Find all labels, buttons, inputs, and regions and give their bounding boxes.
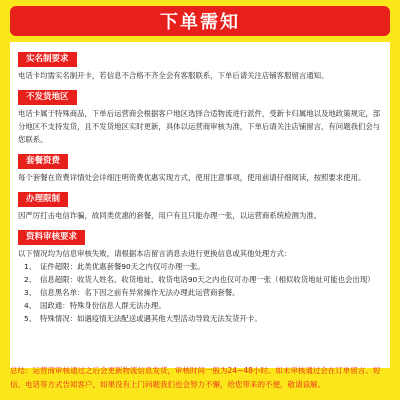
list-item (18, 299, 382, 312)
section-text-review: 以下情况均为信息审核失败，请根据本店留言消息去进行更换信息或其他处理方式： (18, 249, 292, 258)
section-text-real-name: 电话卡均需实名制开卡，若信息不合格不齐全会有客服联系，下单后请关注店铺客服留言通知。 (18, 71, 329, 80)
section-limit (18, 186, 382, 222)
section-title-limit: 办理限制 (18, 192, 68, 207)
list-item (18, 260, 382, 273)
list-item (18, 273, 382, 286)
list-item-text: 国政通：特殊身份信息人群无法办理。 (40, 301, 166, 310)
list-item (18, 286, 382, 299)
list-item-number: 3、 (24, 288, 37, 297)
list-item-text: 特殊情况：如遇疫情无法配送或遇其他大型活动导致无法发货开卡。 (40, 314, 262, 323)
review-list (18, 260, 382, 325)
section-title-no-delivery: 不发货地区 (18, 90, 77, 105)
list-item (18, 312, 382, 325)
list-item-number: 5、 (24, 314, 37, 323)
list-item-number: 4、 (24, 301, 37, 310)
section-title-real-name: 实名制要求 (18, 52, 77, 67)
summary-footer: 总结：运营商审核通过之后会更新物流信息发货，审核时间一般为24~48小时。如未审核通过会在订单留言、短信、电话等方式告知客户，如果没有上门问题我们也会努力不懈，给您带来的不便，敬请谅解。 (10, 366, 381, 389)
section-title-plan-fee: 套餐资费 (18, 154, 68, 169)
list-item-text: 信息超限：收货人姓名、收货地址、收货电话90天之内也仅可办理一张（相似收货地址可能也会出现） (40, 275, 375, 284)
section-text-plan-fee: 每个套餐在资费详情处会详细注明资费优惠实现方式，使用注意事项，使用前请仔细阅读，按照要求使用。 (18, 173, 366, 182)
list-item-number: 2、 (24, 275, 37, 284)
section-text-no-delivery: 电话卡属于特殊商品，下单后运营商会根据客户地区选择合适物流进行派件，受新卡归属地以及地政策规定，部分地区不支持发货，且不发货地区实时更新，具体以运营商审核为准，下单后请关注店铺留言，有问题我们会与您联系。 (18, 109, 381, 144)
section-title-review: 资料审核要求 (18, 230, 85, 245)
section-review (18, 224, 382, 325)
section-plan-fee (18, 148, 382, 184)
list-item-text: 信息黑名单：名下因之前有异常操作无法办理此运营商套餐。 (40, 288, 240, 297)
title-banner (10, 6, 390, 36)
section-real-name (18, 46, 382, 82)
section-no-delivery (18, 84, 382, 146)
list-item-text: 证件超限：此类优惠套餐90天之内仅可办理一张。 (40, 262, 205, 271)
page-title: 下单需知 (160, 12, 240, 33)
list-item-number: 1、 (24, 262, 37, 271)
notice-card (10, 42, 390, 368)
section-text-limit: 因严厉打击电信诈骗，故同类优惠的套餐，用户有且只能办理一张，以运营商系统检测为准。 (18, 211, 322, 220)
